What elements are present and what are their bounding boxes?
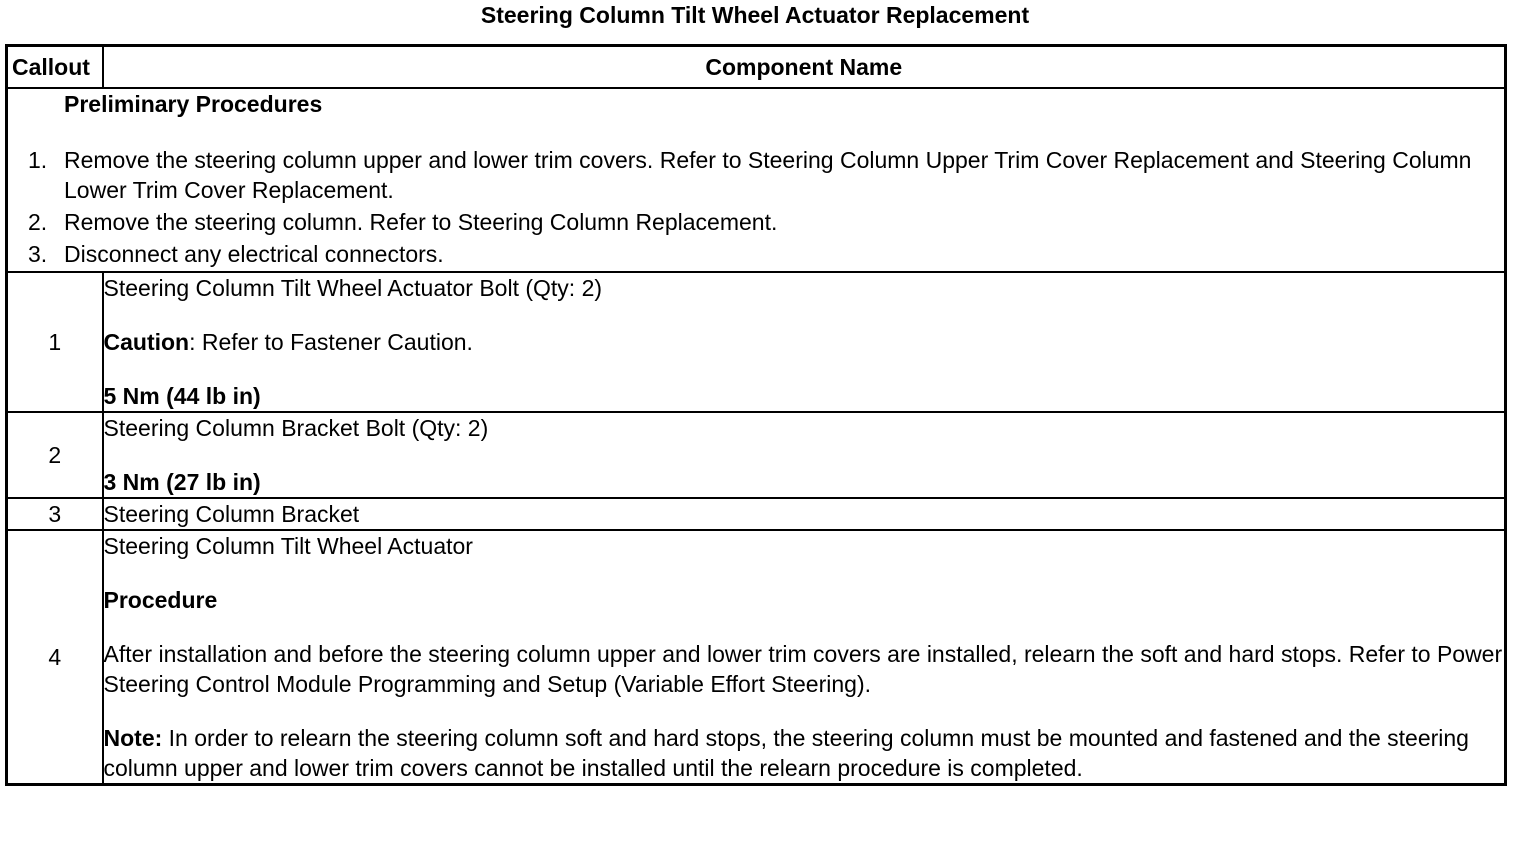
list-item — [8, 239, 1504, 269]
component-name: Steering Column Bracket — [103, 501, 360, 527]
component-name: Steering Column Tilt Wheel Actuator Bolt (Qty: 2) — [103, 275, 603, 301]
note-line — [104, 723, 1505, 783]
procedure-text: After installation and before the steering column upper and lower trim covers are installed, relearn the soft and hard stops. Refer to Power Steering Control Module Programming and Setup (Variable Effort Steering). — [103, 641, 1503, 697]
step-number: 3. — [28, 241, 48, 267]
note-label: Note: — [103, 725, 163, 751]
torque-spec: 3 Nm (27 lb in) — [103, 469, 261, 495]
callout-cell: 2 — [7, 412, 103, 498]
preliminary-procedures-cell — [7, 88, 1506, 272]
component-cell — [103, 498, 1506, 530]
step-number: 1. — [28, 147, 48, 173]
caution-line — [104, 327, 1505, 357]
callout-cell: 1 — [7, 272, 103, 412]
caution-label: Caution — [103, 329, 190, 355]
table-header-row — [7, 46, 1506, 89]
preliminary-procedures-row — [7, 88, 1506, 272]
list-item — [8, 207, 1504, 237]
component-name-column-header: Component Name — [103, 46, 1506, 89]
procedure-label: Procedure — [103, 587, 218, 613]
step-text: Remove the steering column upper and lower trim covers. Refer to Steering Column Upper Trim Cover Replacement and Steering Column Lower Trim Cover Replacement. — [64, 147, 1472, 203]
component-name: Steering Column Tilt Wheel Actuator — [103, 533, 473, 559]
preliminary-steps-list — [8, 145, 1504, 269]
torque-spec: 5 Nm (44 lb in) — [103, 383, 261, 409]
component-cell — [103, 272, 1506, 412]
table-row — [7, 530, 1506, 785]
component-name: Steering Column Bracket Bolt (Qty: 2) — [103, 415, 489, 441]
procedure-table — [5, 44, 1507, 786]
preliminary-procedures-title: Preliminary Procedures — [64, 91, 323, 117]
step-text: Remove the steering column. Refer to Steering Column Replacement. — [64, 209, 778, 235]
callout-column-header: Callout — [7, 46, 103, 89]
callout-cell: 4 — [7, 530, 103, 785]
table-row — [7, 498, 1506, 530]
page-title: Steering Column Tilt Wheel Actuator Replacement — [480, 2, 1030, 28]
callout-cell: 3 — [7, 498, 103, 530]
table-row — [7, 272, 1506, 412]
step-text: Disconnect any electrical connectors. — [64, 241, 444, 267]
step-number: 2. — [28, 209, 48, 235]
caution-text: : Refer to Fastener Caution. — [189, 329, 473, 355]
component-cell — [103, 412, 1506, 498]
table-row — [7, 412, 1506, 498]
component-cell — [103, 530, 1506, 785]
note-text: In order to relearn the steering column soft and hard stops, the steering column must be mounted and fastened and the steering column upper and lower trim covers cannot be installed until the relearn procedure is completed. — [103, 725, 1469, 781]
list-item — [8, 145, 1504, 205]
